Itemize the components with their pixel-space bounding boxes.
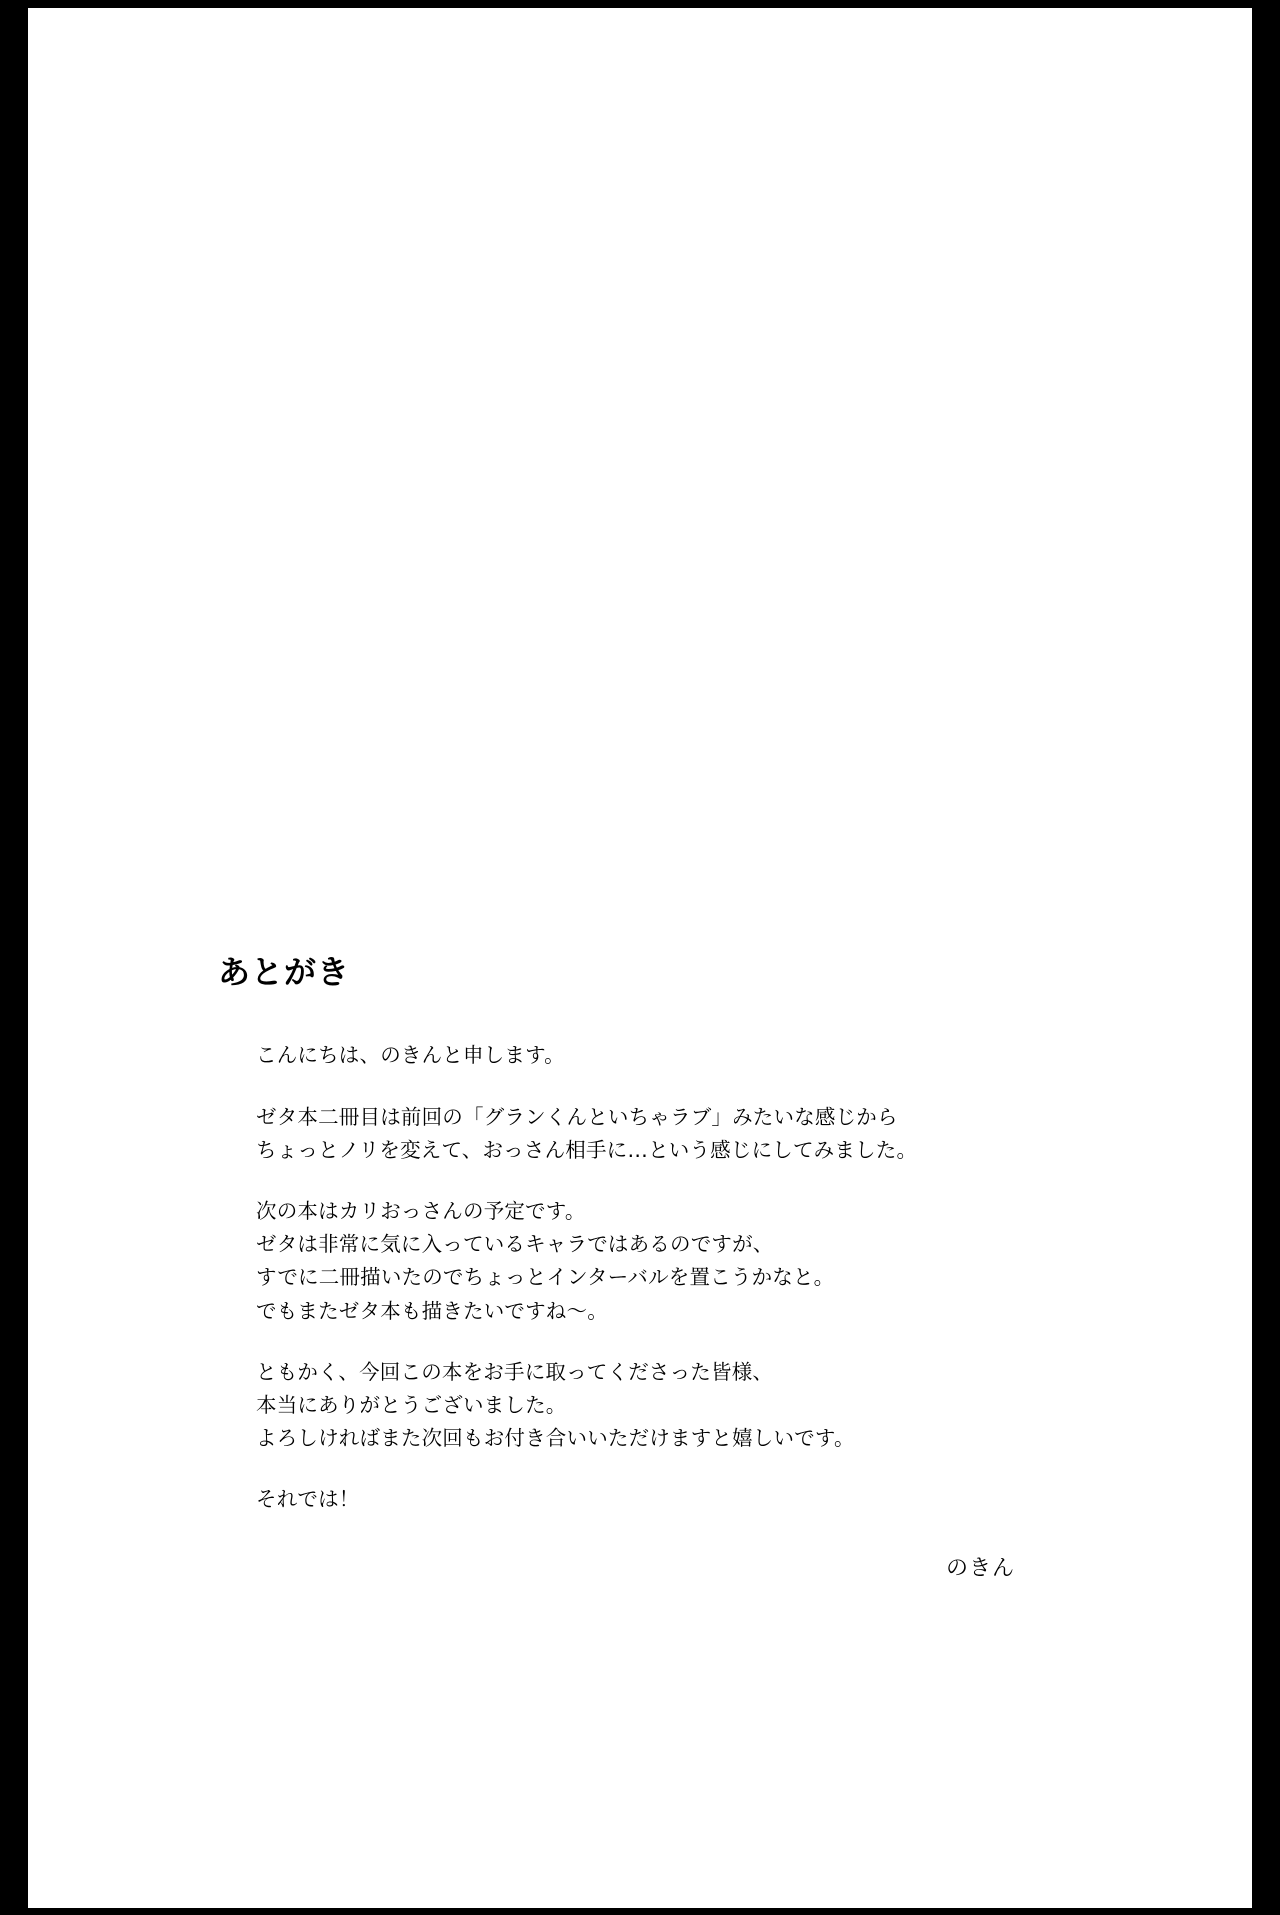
afterword-line: でもまたゼタ本も描きたいですね〜。	[256, 1298, 608, 1323]
page-title: あとがき	[218, 953, 351, 991]
afterword-line: 次の本はカリおっさんの予定です。	[256, 1199, 586, 1223]
afterword-paragraph	[256, 1356, 1118, 1456]
afterword-line: よろしければまた次回もお付き合いいただけますと嬉しいです。	[256, 1426, 855, 1451]
page-canvas	[28, 8, 1252, 1908]
afterword-line: ともかく、今回この本をお手に取ってくださった皆様、	[256, 1359, 774, 1384]
afterword-paragraph	[256, 1195, 1118, 1328]
afterword-paragraph	[256, 1483, 1118, 1516]
afterword-line: こんにちは、のきんと申します。	[256, 1043, 565, 1068]
afterword-paragraph	[256, 1101, 1118, 1167]
afterword-line: すでに二冊描いたのでちょっとインターバルを置こうかなと。	[256, 1265, 835, 1290]
afterword-line: それでは！	[256, 1487, 360, 1512]
afterword-section	[218, 953, 1118, 1582]
afterword-line: ゼタ本二冊目は前回の「グランくんといちゃラブ」みたいな感じから	[256, 1104, 898, 1129]
afterword-line: 本当にありがとうございました。	[256, 1393, 567, 1418]
afterword-line: ゼタは非常に気に入っているキャラではあるのですが、	[256, 1232, 774, 1257]
afterword-paragraph	[256, 1039, 1118, 1072]
author-signature: のきん	[946, 1555, 1016, 1581]
afterword-line: ちょっとノリを変えて、おっさん相手に…という感じにしてみました。	[256, 1137, 918, 1162]
